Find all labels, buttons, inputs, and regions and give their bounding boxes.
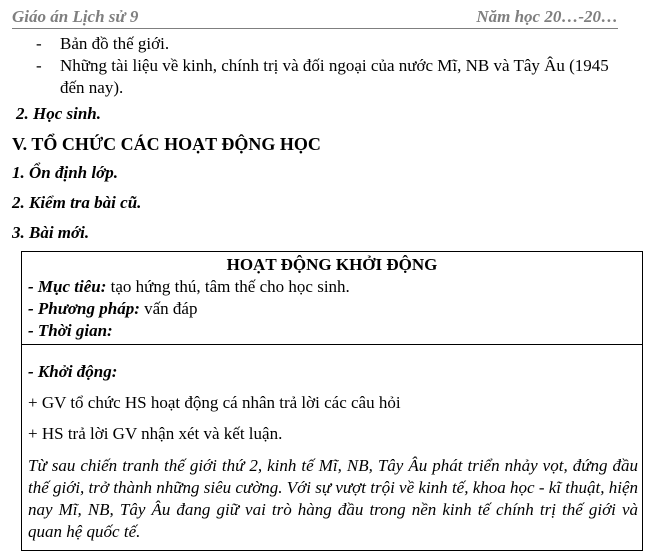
bullet-dash: - [36, 34, 42, 53]
step-heading: 1. Ổn định lớp. [12, 163, 118, 182]
materials-list [36, 33, 626, 99]
list-item [36, 33, 626, 55]
method-label: - Phương pháp: [28, 299, 140, 318]
activity-table [21, 251, 643, 551]
objective-row [28, 276, 350, 298]
page-header [12, 6, 618, 29]
list-item [36, 55, 626, 99]
step-heading: 3. Bài mới. [12, 223, 90, 242]
objective-label: - Mục tiêu: [28, 277, 107, 296]
list-item-text: Những tài liệu về kinh, chính trị và đối ngoại của nước Mĩ, NB và Tây Âu (1945 đến nay). [60, 56, 609, 97]
table-divider [22, 344, 642, 345]
gv-line: + GV tổ chức HS hoạt động cá nhân trả lời các câu hỏi [28, 393, 401, 412]
header-subject: Giáo án Lịch sử 9 [12, 7, 139, 26]
method-row [28, 298, 197, 320]
time-row [28, 320, 113, 342]
step-heading: 2. Kiểm tra bài cũ. [12, 193, 142, 212]
bullet-dash: - [36, 56, 42, 75]
objective-value: tạo hứng thú, tâm thế cho học sinh. [106, 277, 350, 296]
student-heading: 2. Học sinh. [16, 104, 102, 123]
intro-paragraph: Từ sau chiến tranh thế giới thứ 2, kinh tế Mĩ, NB, Tây Âu phát triển nhảy vọt, đứng đầu thế giới, trở thành những siêu cường. Với sự vượt trội về kinh tế, khoa học - kĩ thuật, hiện nay Mĩ, NB, Tây Âu đang giữ vai trò hàng đầu trong nền kinh tế chính trị thế giới và quan hệ quốc tế. [28, 456, 638, 541]
section-heading: V. TỔ CHỨC CÁC HOẠT ĐỘNG HỌC [12, 134, 321, 154]
activity-title: HOẠT ĐỘNG KHỞI ĐỘNG [226, 255, 438, 274]
list-item-text: Bản đồ thế giới. [60, 34, 170, 53]
method-value: vấn đáp [139, 299, 198, 318]
header-school-year: Năm học 20…-20… [476, 7, 618, 26]
hs-line: + HS trả lời GV nhận xét và kết luận. [28, 424, 283, 443]
start-label: - Khởi động: [28, 362, 118, 381]
time-label: - Thời gian: [28, 321, 113, 340]
